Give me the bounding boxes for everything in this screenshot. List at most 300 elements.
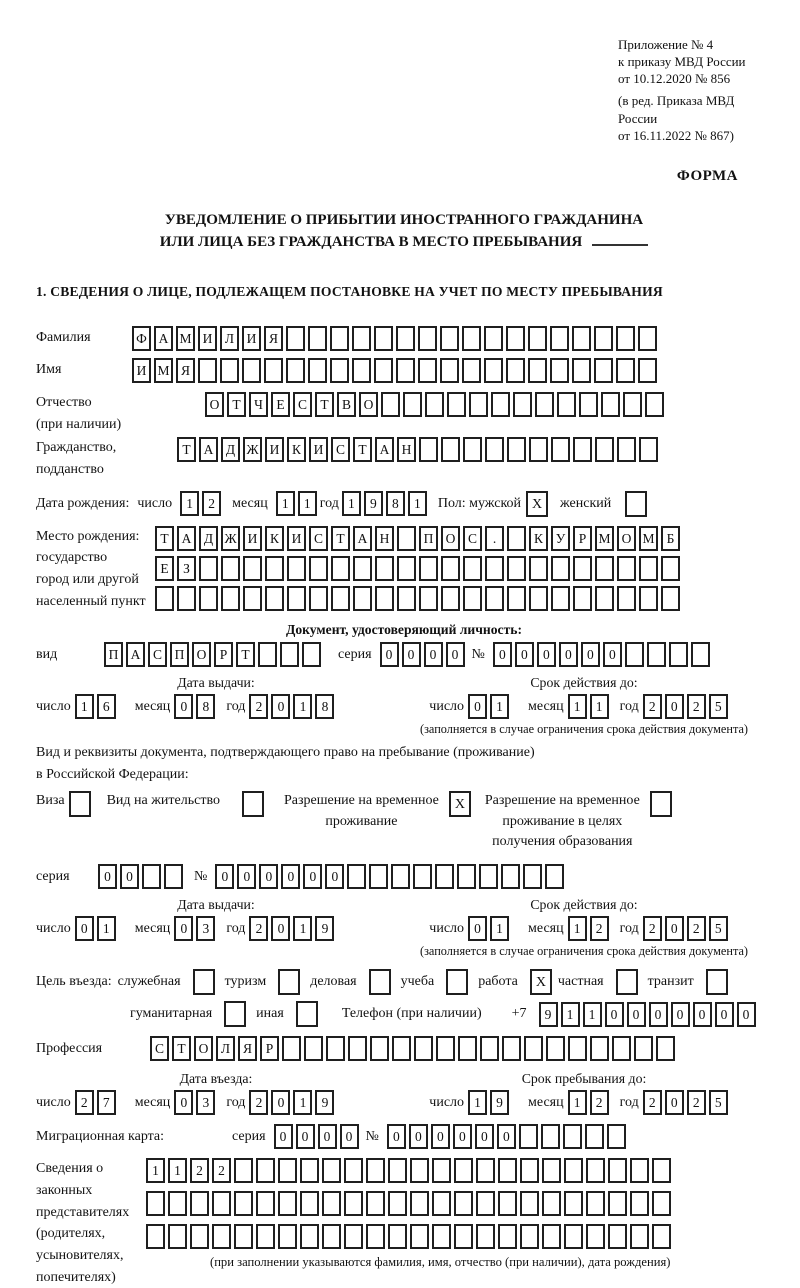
form-cell[interactable] — [353, 556, 372, 581]
form-cell[interactable]: 1 — [583, 1002, 602, 1027]
form-cell[interactable]: 1 — [293, 694, 312, 719]
form-cell[interactable] — [353, 586, 372, 611]
form-cell[interactable]: 0 — [537, 642, 556, 667]
issue-day-cells[interactable] — [75, 694, 119, 719]
form-cell[interactable]: Л — [216, 1036, 235, 1061]
form-cell[interactable] — [484, 358, 503, 383]
form-cell[interactable] — [234, 1224, 253, 1249]
form-cell[interactable]: 0 — [468, 694, 487, 719]
form-cell[interactable] — [520, 1224, 539, 1249]
doc-number-cells[interactable] — [493, 642, 713, 667]
form-cell[interactable]: 0 — [671, 1002, 690, 1027]
form-cell[interactable]: Л — [220, 326, 239, 351]
form-cell[interactable] — [564, 1158, 583, 1183]
citizenship-cells[interactable] — [177, 437, 661, 462]
form-cell[interactable] — [302, 642, 321, 667]
form-cell[interactable]: Т — [331, 526, 350, 551]
form-cell[interactable]: У — [551, 526, 570, 551]
form-cell[interactable]: 0 — [174, 916, 193, 941]
form-cell[interactable] — [242, 358, 261, 383]
purpose-business-checkbox[interactable] — [369, 969, 391, 995]
form-cell[interactable] — [366, 1224, 385, 1249]
form-cell[interactable]: Я — [238, 1036, 257, 1061]
form-cell[interactable]: О — [441, 526, 460, 551]
residence-number-cells[interactable] — [215, 864, 567, 889]
birth-place-row3-cells[interactable] — [155, 586, 683, 611]
form-cell[interactable] — [441, 586, 460, 611]
form-cell[interactable] — [265, 586, 284, 611]
form-cell[interactable] — [347, 864, 366, 889]
form-cell[interactable] — [573, 586, 592, 611]
form-cell[interactable]: Ф — [132, 326, 151, 351]
form-cell[interactable] — [535, 392, 554, 417]
form-cell[interactable]: 0 — [325, 864, 344, 889]
form-cell[interactable]: 0 — [515, 642, 534, 667]
form-cell[interactable] — [616, 358, 635, 383]
form-cell[interactable]: 1 — [590, 694, 609, 719]
form-cell[interactable] — [198, 358, 217, 383]
form-cell[interactable]: Я — [264, 326, 283, 351]
doc-series-cells[interactable] — [380, 642, 468, 667]
form-cell[interactable] — [397, 526, 416, 551]
form-cell[interactable] — [199, 556, 218, 581]
form-cell[interactable]: О — [192, 642, 211, 667]
form-cell[interactable] — [326, 1036, 345, 1061]
form-cell[interactable] — [529, 586, 548, 611]
form-cell[interactable]: 8 — [386, 491, 405, 516]
form-cell[interactable]: М — [176, 326, 195, 351]
form-cell[interactable] — [479, 864, 498, 889]
visa-checkbox[interactable] — [69, 791, 91, 817]
form-cell[interactable] — [550, 358, 569, 383]
form-cell[interactable] — [639, 586, 658, 611]
form-cell[interactable]: 0 — [98, 864, 117, 889]
form-cell[interactable] — [397, 556, 416, 581]
form-cell[interactable]: 1 — [168, 1158, 187, 1183]
form-cell[interactable] — [498, 1224, 517, 1249]
form-cell[interactable]: Ч — [249, 392, 268, 417]
form-cell[interactable]: 0 — [215, 864, 234, 889]
form-cell[interactable] — [491, 392, 510, 417]
form-cell[interactable]: 2 — [249, 694, 268, 719]
form-cell[interactable]: 0 — [237, 864, 256, 889]
form-cell[interactable] — [436, 1036, 455, 1061]
form-cell[interactable]: И — [309, 437, 328, 462]
form-cell[interactable] — [397, 586, 416, 611]
form-cell[interactable] — [542, 1158, 561, 1183]
form-cell[interactable]: 2 — [687, 916, 706, 941]
form-cell[interactable] — [278, 1191, 297, 1216]
form-cell[interactable]: 0 — [387, 1124, 406, 1149]
form-cell[interactable] — [440, 358, 459, 383]
form-cell[interactable] — [669, 642, 688, 667]
form-cell[interactable] — [396, 326, 415, 351]
form-cell[interactable]: Н — [397, 437, 416, 462]
form-cell[interactable] — [352, 326, 371, 351]
form-cell[interactable]: 0 — [424, 642, 443, 667]
form-cell[interactable]: М — [595, 526, 614, 551]
form-cell[interactable] — [546, 1036, 565, 1061]
form-cell[interactable]: 0 — [453, 1124, 472, 1149]
valid-year-cells[interactable] — [643, 694, 731, 719]
form-cell[interactable] — [485, 437, 504, 462]
form-cell[interactable] — [630, 1191, 649, 1216]
form-cell[interactable] — [410, 1191, 429, 1216]
form-cell[interactable] — [476, 1224, 495, 1249]
form-cell[interactable] — [463, 586, 482, 611]
form-cell[interactable] — [524, 1036, 543, 1061]
purpose-official-checkbox[interactable] — [193, 969, 215, 995]
form-cell[interactable]: 1 — [468, 1090, 487, 1115]
form-cell[interactable]: 0 — [559, 642, 578, 667]
form-cell[interactable]: М — [154, 358, 173, 383]
form-cell[interactable] — [278, 1224, 297, 1249]
form-cell[interactable]: 1 — [276, 491, 295, 516]
temp-residence-checkbox[interactable]: X — [449, 791, 471, 817]
form-cell[interactable]: 0 — [402, 642, 421, 667]
form-cell[interactable]: С — [293, 392, 312, 417]
form-cell[interactable]: 0 — [271, 694, 290, 719]
form-cell[interactable] — [392, 1036, 411, 1061]
form-cell[interactable] — [413, 864, 432, 889]
form-cell[interactable] — [164, 864, 183, 889]
profession-cells[interactable] — [150, 1036, 678, 1061]
form-cell[interactable]: 1 — [568, 1090, 587, 1115]
form-cell[interactable] — [432, 1224, 451, 1249]
form-cell[interactable]: А — [126, 642, 145, 667]
form-cell[interactable]: 7 — [97, 1090, 116, 1115]
purpose-study-checkbox[interactable] — [446, 969, 468, 995]
form-cell[interactable] — [344, 1224, 363, 1249]
sex-male-checkbox[interactable]: X — [526, 491, 548, 517]
form-cell[interactable] — [258, 642, 277, 667]
form-cell[interactable] — [304, 1036, 323, 1061]
form-cell[interactable] — [234, 1191, 253, 1216]
form-cell[interactable] — [608, 1158, 627, 1183]
form-cell[interactable] — [573, 437, 592, 462]
form-cell[interactable]: А — [154, 326, 173, 351]
form-cell[interactable] — [447, 392, 466, 417]
form-cell[interactable]: Е — [155, 556, 174, 581]
form-cell[interactable]: А — [353, 526, 372, 551]
form-cell[interactable] — [506, 326, 525, 351]
form-cell[interactable]: 0 — [665, 694, 684, 719]
form-cell[interactable] — [564, 1191, 583, 1216]
form-cell[interactable] — [608, 1191, 627, 1216]
purpose-tourism-checkbox[interactable] — [278, 969, 300, 995]
form-cell[interactable]: Д — [199, 526, 218, 551]
form-cell[interactable]: 9 — [539, 1002, 558, 1027]
entry-year-cells[interactable] — [249, 1090, 337, 1115]
form-cell[interactable]: 0 — [493, 642, 512, 667]
form-cell[interactable] — [520, 1191, 539, 1216]
form-cell[interactable] — [595, 437, 614, 462]
form-cell[interactable] — [586, 1191, 605, 1216]
form-cell[interactable]: К — [287, 437, 306, 462]
migration-number-cells[interactable] — [387, 1124, 629, 1149]
form-cell[interactable] — [476, 1158, 495, 1183]
form-cell[interactable] — [282, 1036, 301, 1061]
form-cell[interactable] — [441, 437, 460, 462]
form-cell[interactable] — [366, 1158, 385, 1183]
form-cell[interactable] — [573, 556, 592, 581]
form-cell[interactable]: 0 — [281, 864, 300, 889]
form-cell[interactable] — [388, 1158, 407, 1183]
purpose-transit-checkbox[interactable] — [706, 969, 728, 995]
form-cell[interactable] — [256, 1191, 275, 1216]
form-cell[interactable] — [601, 392, 620, 417]
form-cell[interactable]: 2 — [687, 694, 706, 719]
form-cell[interactable] — [501, 864, 520, 889]
form-cell[interactable]: М — [639, 526, 658, 551]
surname-cells[interactable] — [132, 326, 660, 351]
form-cell[interactable] — [374, 326, 393, 351]
form-cell[interactable]: 0 — [649, 1002, 668, 1027]
form-cell[interactable] — [308, 326, 327, 351]
form-cell[interactable] — [498, 1158, 517, 1183]
form-cell[interactable] — [300, 1158, 319, 1183]
form-cell[interactable] — [322, 1158, 341, 1183]
form-cell[interactable]: 0 — [497, 1124, 516, 1149]
form-cell[interactable]: 0 — [380, 642, 399, 667]
form-cell[interactable]: П — [104, 642, 123, 667]
form-cell[interactable] — [331, 586, 350, 611]
form-cell[interactable] — [419, 437, 438, 462]
form-cell[interactable] — [388, 1224, 407, 1249]
form-cell[interactable] — [177, 586, 196, 611]
form-cell[interactable] — [594, 326, 613, 351]
form-cell[interactable]: 1 — [75, 694, 94, 719]
form-cell[interactable]: 1 — [293, 916, 312, 941]
form-cell[interactable]: 0 — [274, 1124, 293, 1149]
res-valid-month-cells[interactable] — [568, 916, 612, 941]
form-cell[interactable] — [419, 556, 438, 581]
form-cell[interactable]: Ж — [243, 437, 262, 462]
form-cell[interactable] — [484, 326, 503, 351]
form-cell[interactable] — [256, 1224, 275, 1249]
issue-year-cells[interactable] — [249, 694, 337, 719]
form-cell[interactable] — [256, 1158, 275, 1183]
form-cell[interactable] — [146, 1224, 165, 1249]
form-cell[interactable] — [529, 437, 548, 462]
form-cell[interactable] — [287, 586, 306, 611]
form-cell[interactable] — [462, 326, 481, 351]
form-cell[interactable] — [586, 1224, 605, 1249]
form-cell[interactable]: 0 — [581, 642, 600, 667]
form-cell[interactable]: И — [242, 326, 261, 351]
form-cell[interactable] — [221, 586, 240, 611]
form-cell[interactable]: И — [265, 437, 284, 462]
form-cell[interactable] — [331, 556, 350, 581]
form-cell[interactable] — [617, 586, 636, 611]
form-cell[interactable] — [528, 326, 547, 351]
form-cell[interactable]: 8 — [196, 694, 215, 719]
form-cell[interactable] — [595, 586, 614, 611]
form-cell[interactable] — [572, 326, 591, 351]
form-cell[interactable]: 1 — [298, 491, 317, 516]
doc-type-cells[interactable] — [104, 642, 324, 667]
form-cell[interactable] — [639, 556, 658, 581]
form-cell[interactable] — [545, 864, 564, 889]
form-cell[interactable] — [485, 586, 504, 611]
form-cell[interactable] — [287, 556, 306, 581]
form-cell[interactable]: 9 — [315, 1090, 334, 1115]
form-cell[interactable] — [300, 1224, 319, 1249]
stay-day-cells[interactable] — [468, 1090, 512, 1115]
form-cell[interactable] — [691, 642, 710, 667]
form-cell[interactable] — [146, 1191, 165, 1216]
form-cell[interactable]: 2 — [190, 1158, 209, 1183]
form-cell[interactable]: Т — [172, 1036, 191, 1061]
form-cell[interactable]: 9 — [490, 1090, 509, 1115]
form-cell[interactable]: 2 — [249, 916, 268, 941]
form-cell[interactable]: 0 — [174, 1090, 193, 1115]
form-cell[interactable] — [595, 556, 614, 581]
form-cell[interactable]: 1 — [97, 916, 116, 941]
form-cell[interactable] — [476, 1191, 495, 1216]
form-cell[interactable] — [168, 1191, 187, 1216]
form-cell[interactable]: 0 — [468, 916, 487, 941]
form-cell[interactable]: Р — [214, 642, 233, 667]
residence-series-cells[interactable] — [98, 864, 186, 889]
form-cell[interactable]: Н — [375, 526, 394, 551]
form-cell[interactable]: И — [132, 358, 151, 383]
form-cell[interactable] — [507, 437, 526, 462]
form-cell[interactable] — [309, 586, 328, 611]
form-cell[interactable]: 5 — [709, 694, 728, 719]
form-cell[interactable] — [403, 392, 422, 417]
form-cell[interactable] — [322, 1224, 341, 1249]
form-cell[interactable] — [418, 326, 437, 351]
form-cell[interactable]: 0 — [259, 864, 278, 889]
form-cell[interactable]: 1 — [146, 1158, 165, 1183]
form-cell[interactable] — [234, 1158, 253, 1183]
form-cell[interactable]: Р — [573, 526, 592, 551]
form-cell[interactable] — [542, 1224, 561, 1249]
form-cell[interactable] — [410, 1158, 429, 1183]
migration-series-cells[interactable] — [274, 1124, 362, 1149]
form-cell[interactable] — [414, 1036, 433, 1061]
form-cell[interactable]: . — [485, 526, 504, 551]
form-cell[interactable] — [370, 1036, 389, 1061]
form-cell[interactable] — [419, 586, 438, 611]
valid-day-cells[interactable] — [468, 694, 512, 719]
purpose-humanitarian-checkbox[interactable] — [224, 1001, 246, 1027]
form-cell[interactable] — [647, 642, 666, 667]
form-cell[interactable] — [639, 437, 658, 462]
form-cell[interactable]: 0 — [296, 1124, 315, 1149]
form-cell[interactable]: 0 — [431, 1124, 450, 1149]
form-cell[interactable] — [585, 1124, 604, 1149]
form-cell[interactable] — [221, 556, 240, 581]
form-cell[interactable]: 0 — [605, 1002, 624, 1027]
form-cell[interactable]: 0 — [303, 864, 322, 889]
form-cell[interactable]: С — [148, 642, 167, 667]
form-cell[interactable]: С — [309, 526, 328, 551]
form-cell[interactable]: 0 — [75, 916, 94, 941]
form-cell[interactable]: С — [331, 437, 350, 462]
legal-rep-row2-cells[interactable] — [146, 1191, 674, 1216]
form-cell[interactable] — [645, 392, 664, 417]
form-cell[interactable] — [243, 556, 262, 581]
form-cell[interactable]: 1 — [568, 694, 587, 719]
form-cell[interactable] — [458, 1036, 477, 1061]
form-cell[interactable]: 2 — [75, 1090, 94, 1115]
form-cell[interactable] — [608, 1224, 627, 1249]
form-cell[interactable]: 0 — [409, 1124, 428, 1149]
form-cell[interactable] — [652, 1224, 671, 1249]
res-valid-year-cells[interactable] — [643, 916, 731, 941]
form-cell[interactable] — [617, 556, 636, 581]
form-cell[interactable] — [661, 556, 680, 581]
form-cell[interactable] — [388, 1191, 407, 1216]
form-cell[interactable]: О — [194, 1036, 213, 1061]
form-cell[interactable]: 0 — [627, 1002, 646, 1027]
form-cell[interactable] — [564, 1224, 583, 1249]
form-cell[interactable] — [485, 556, 504, 581]
form-cell[interactable]: 0 — [271, 916, 290, 941]
form-cell[interactable] — [286, 326, 305, 351]
form-cell[interactable] — [652, 1158, 671, 1183]
form-cell[interactable] — [513, 392, 532, 417]
form-cell[interactable] — [432, 1158, 451, 1183]
form-cell[interactable]: 0 — [665, 916, 684, 941]
form-cell[interactable]: 2 — [643, 694, 662, 719]
form-cell[interactable]: Т — [177, 437, 196, 462]
form-cell[interactable]: И — [198, 326, 217, 351]
form-cell[interactable]: 9 — [315, 916, 334, 941]
form-cell[interactable] — [638, 358, 657, 383]
form-cell[interactable] — [557, 392, 576, 417]
purpose-other-checkbox[interactable] — [296, 1001, 318, 1027]
form-cell[interactable]: 1 — [408, 491, 427, 516]
form-cell[interactable] — [594, 358, 613, 383]
birth-year-cells[interactable] — [342, 491, 430, 516]
form-cell[interactable]: А — [375, 437, 394, 462]
form-cell[interactable]: Т — [155, 526, 174, 551]
form-cell[interactable] — [572, 358, 591, 383]
form-cell[interactable]: З — [177, 556, 196, 581]
form-cell[interactable]: Я — [176, 358, 195, 383]
form-cell[interactable]: С — [463, 526, 482, 551]
form-cell[interactable] — [375, 556, 394, 581]
form-cell[interactable] — [391, 864, 410, 889]
entry-day-cells[interactable] — [75, 1090, 119, 1115]
purpose-work-checkbox[interactable]: X — [530, 969, 552, 995]
form-cell[interactable] — [586, 1158, 605, 1183]
form-cell[interactable]: Т — [236, 642, 255, 667]
form-cell[interactable]: 2 — [590, 1090, 609, 1115]
form-cell[interactable] — [441, 556, 460, 581]
form-cell[interactable]: С — [150, 1036, 169, 1061]
form-cell[interactable] — [199, 586, 218, 611]
form-cell[interactable] — [264, 358, 283, 383]
form-cell[interactable] — [550, 326, 569, 351]
form-cell[interactable]: 0 — [475, 1124, 494, 1149]
form-cell[interactable] — [322, 1191, 341, 1216]
form-cell[interactable]: 0 — [715, 1002, 734, 1027]
given-name-cells[interactable] — [132, 358, 660, 383]
form-cell[interactable] — [344, 1191, 363, 1216]
form-cell[interactable] — [280, 642, 299, 667]
form-cell[interactable] — [381, 392, 400, 417]
res-issue-month-cells[interactable] — [174, 916, 218, 941]
form-cell[interactable]: 1 — [568, 916, 587, 941]
legal-rep-row1-cells[interactable] — [146, 1158, 674, 1183]
form-cell[interactable] — [519, 1124, 538, 1149]
form-cell[interactable] — [168, 1224, 187, 1249]
form-cell[interactable] — [551, 437, 570, 462]
